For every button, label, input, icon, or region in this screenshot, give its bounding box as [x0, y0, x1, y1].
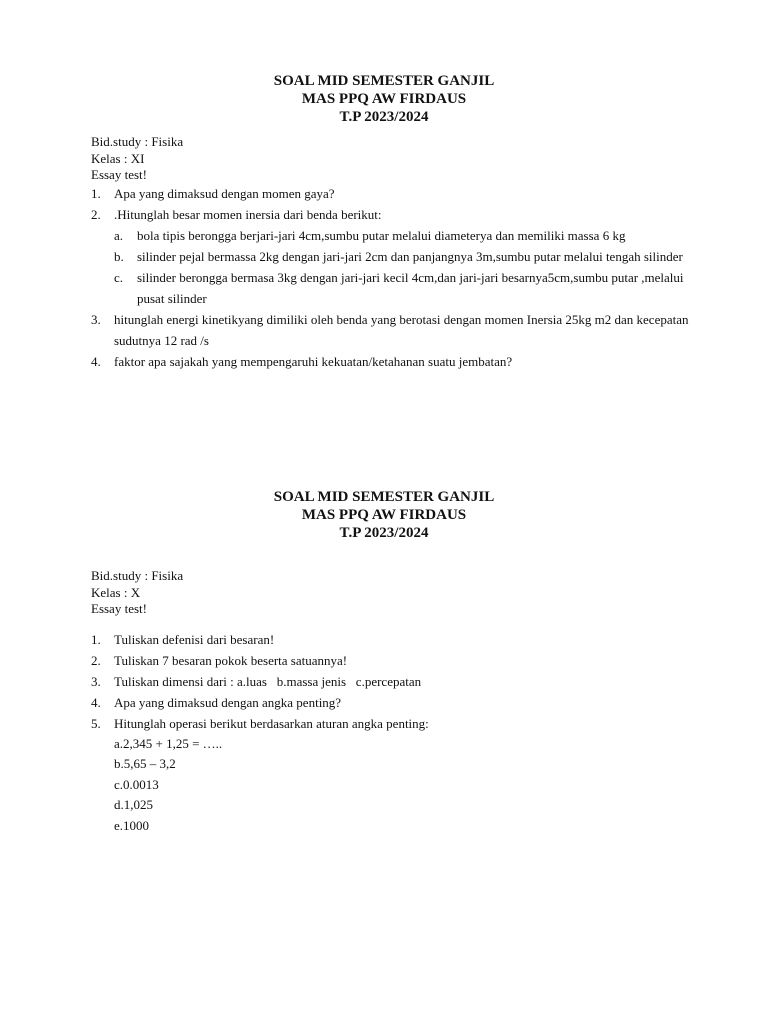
question-text: Hitunglah operasi berikut berdasarkan aturan angka penting: [114, 715, 429, 731]
sub-question-text: silinder pejal bermassa 2kg dengan jari-jari 2cm dan panjangnya 3m,sumbu putar melalui tengah silinder [137, 248, 683, 264]
exam-meta [91, 134, 768, 184]
question-item [91, 629, 691, 650]
question-item [91, 671, 691, 692]
question-item [91, 204, 691, 309]
question-item [91, 713, 691, 837]
question-item [91, 692, 691, 713]
question-number: 3. [91, 311, 101, 327]
exam-section-2 [0, 488, 768, 836]
question-list [91, 629, 691, 837]
operation-item: c.0.0013 [114, 776, 159, 792]
subject-line: Bid.study : Fisika [91, 134, 184, 149]
sub-question-letter: b. [114, 248, 124, 264]
question-text: Tuliskan defenisi dari besaran! [114, 631, 275, 647]
question-number: 1. [91, 185, 101, 201]
question-item [91, 650, 691, 671]
class-line: Kelas : X [91, 584, 141, 600]
sub-question-text: bola tipis berongga berjari-jari 4cm,sumbu putar melalui diameterya dan memiliki massa 6 kg [137, 227, 626, 243]
sub-question-text: silinder berongga bermasa 3kg dengan jari-jari kecil 4cm,dan jari-jari besarnya5cm,sumbu putar ,melalui pusat silinder [137, 269, 684, 306]
exam-header [0, 72, 768, 126]
exam-title: SOAL MID SEMESTER GANJIL [273, 73, 495, 89]
sub-question-letter: c. [114, 269, 124, 285]
question-number: 4. [91, 353, 101, 369]
question-item [91, 351, 691, 372]
subject-line: Bid.study : Fisika [91, 568, 184, 583]
question-text: Apa yang dimaksud dengan angka penting? [114, 694, 342, 710]
question-number: 2. [91, 652, 101, 668]
question-list [91, 183, 691, 372]
question-number: 2. [91, 206, 101, 222]
academic-year: T.P 2023/2024 [339, 109, 429, 125]
sub-question-letter: a. [114, 227, 124, 243]
exam-section-1 [0, 72, 768, 372]
sub-question [114, 246, 691, 267]
question-text: Tuliskan dimensi dari : a.luas b.massa jenis c.percepatan [114, 673, 422, 689]
operation-item: d.1,025 [114, 797, 153, 812]
operation-item: e.1000 [114, 817, 150, 833]
question-number: 1. [91, 631, 101, 647]
question-text: hitunglah energi kinetikyang dimiliki oleh benda yang berotasi dengan momen Inersia 25kg m2 dan kecepatan sudutnya 12 rad /s [114, 311, 689, 348]
question-item [91, 183, 691, 204]
test-type-line: Essay test! [91, 601, 147, 616]
question-number: 4. [91, 694, 101, 710]
exam-title: SOAL MID SEMESTER GANJIL [273, 489, 495, 505]
question-number: 3. [91, 673, 101, 689]
operation-item: b.5,65 – 3,2 [114, 756, 176, 771]
exam-meta [91, 568, 768, 618]
question-number: 5. [91, 715, 101, 731]
question-text: faktor apa sajakah yang mempengaruhi kekuatan/ketahanan suatu jembatan? [114, 353, 513, 369]
class-line: Kelas : XI [91, 150, 145, 166]
sub-question [114, 225, 691, 246]
school-name: MAS PPQ AW FIRDAUS [301, 507, 467, 523]
question-item [91, 309, 691, 351]
question-text: Apa yang dimaksud dengan momen gaya? [114, 185, 335, 201]
academic-year: T.P 2023/2024 [339, 525, 429, 541]
operation-item: a.2,345 + 1,25 = ….. [114, 735, 223, 751]
school-name: MAS PPQ AW FIRDAUS [301, 91, 467, 107]
question-text: .Hitunglah besar momen inersia dari benda berikut: [114, 206, 382, 222]
exam-header [0, 488, 768, 542]
sub-question [114, 267, 691, 309]
question-text: Tuliskan 7 besaran pokok beserta satuannya! [114, 652, 348, 668]
test-type-line: Essay test! [91, 167, 147, 182]
